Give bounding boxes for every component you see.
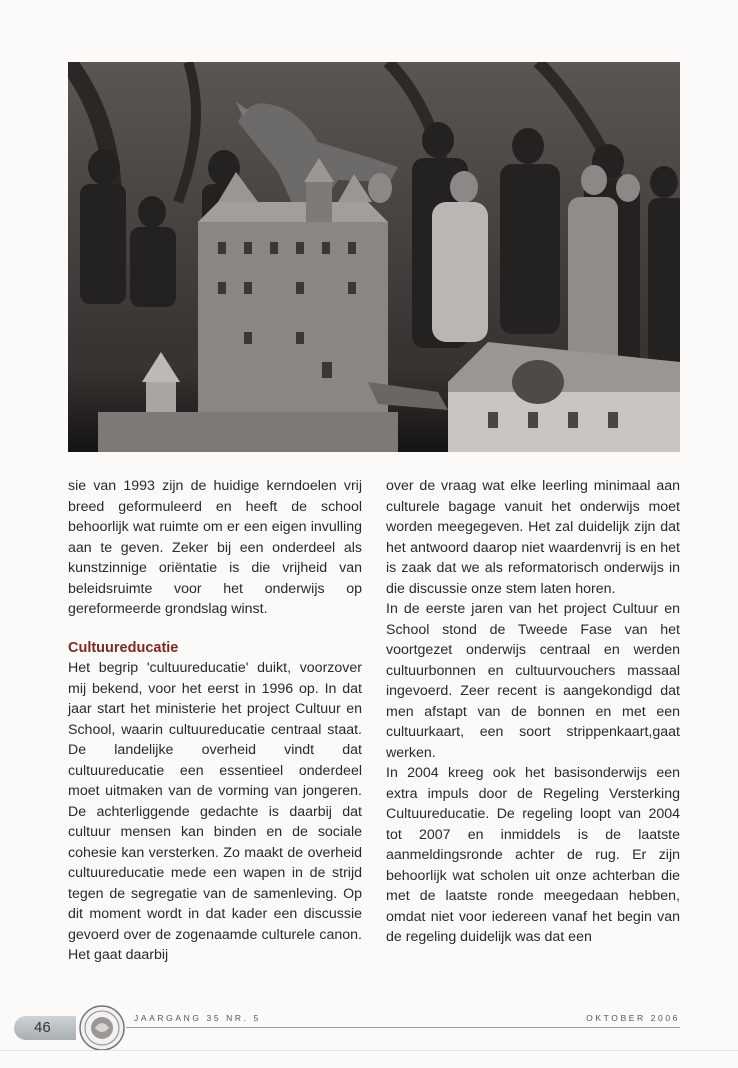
volume-label: JAARGANG 35 NR. 5 bbox=[134, 1013, 261, 1023]
text-column-right bbox=[386, 476, 680, 948]
paragraph: Het begrip 'cultuureducatie' duikt, voorzover mij bekend, voor het eerst in 1996 op. In dat jaar start het ministerie het project Cultuur en School, waarin cultuureducatie centraal staat. De landelijke overheid vindt dat cultuureducatie een essentieel onderdeel moet uitmaken van de vorming van jongeren. De achterliggende gedachte is daarbij dat cultuur mensen kan binden en de sociale cohesie kan versterken. Zo maakt de overheid cultuureducatie mede een wapen in de strijd tegen de segregatie van de samenleving. Op dit moment wordt in dat kader een discussie gevoerd over de zogenaamde culturele canon. Het gaat daarbij bbox=[68, 660, 362, 963]
paragraph: over de vraag wat elke leerling minimaal aan culturele bagage vanuit het onderwijs moet worden meegegeven. Het zal duidelijk zijn dat het antwoord daarop niet waardenvrij is en het is zaak dat we als reformatorisch onderwijs in die discussie onze stem laten horen. bbox=[386, 478, 680, 597]
page-footer bbox=[0, 1000, 738, 1050]
footer-rule bbox=[126, 1027, 680, 1028]
page-number: 46 bbox=[14, 1016, 76, 1040]
issue-date: OKTOBER 2006 bbox=[586, 1013, 680, 1023]
journal-seal-icon bbox=[78, 1004, 126, 1052]
page-edge-divider bbox=[0, 1050, 738, 1051]
paragraph: sie van 1993 zijn de huidige kerndoelen vrij breed geformuleerd en heeft de school behoorlijk wat ruimte om er een eigen invulling aan te geven. Zeker bij een onderdeel als kunstzinnige oriëntatie is die vrijheid van beleidsruimte voor het onderwijs op gereformeerde grondslag winst. bbox=[68, 478, 362, 617]
section-heading: Cultuureducatie bbox=[68, 639, 179, 656]
article-photo bbox=[68, 62, 680, 452]
paragraph: In de eerste jaren van het project Cultuur en School stond de Tweede Fase van het voortgezet onderwijs centraal en werden cultuurbonnen en cultuurvouchers massaal ingevoerd. Zeer recent is aangekondigd dat men afstapt van de bonnen en met een cultuurkaart, een soort strippenkaart,gaat werken. bbox=[386, 601, 680, 761]
text-column-left bbox=[68, 476, 362, 966]
paragraph: In 2004 kreeg ook het basisonderwijs een extra impuls door de Regeling Versterking Cultuureducatie. De regeling loopt van 2004 tot 2007 en inmiddels is de laatste aanmeldingsronde achter de rug. Er zijn behoorlijk wat scholen uit onze achterban die met de laatste ronde meegedaan hebben, omdat niet voor iedereen vanaf het begin van de regeling duidelijk was dat een bbox=[386, 765, 680, 945]
castle-model-photo bbox=[68, 62, 680, 452]
